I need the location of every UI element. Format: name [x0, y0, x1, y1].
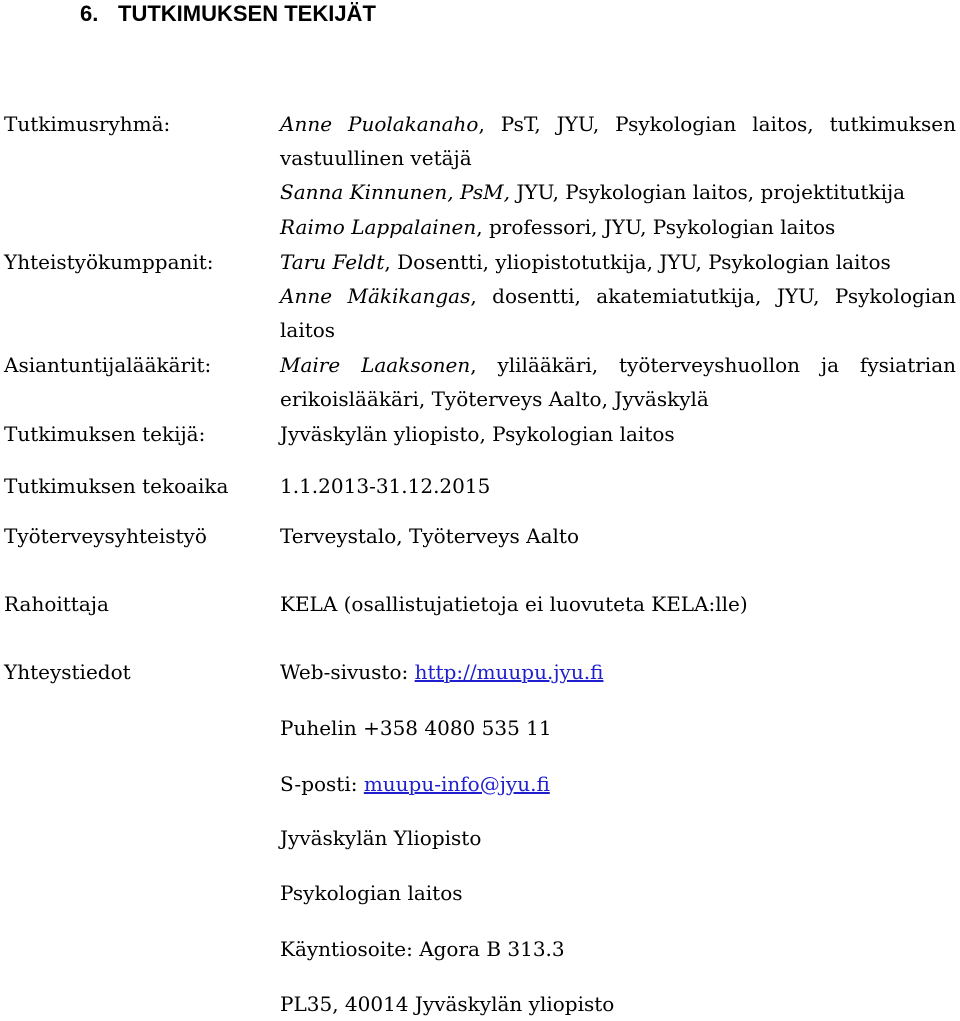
conductor-value: Jyväskylän yliopisto, Psykologian laitos: [280, 422, 675, 446]
member-name: Raimo Lappalainen: [280, 215, 477, 239]
member-detail: , Dosentti, yliopistotutkija, JYU, Psykologian laitos: [384, 250, 891, 274]
partner-member-makikangas: [280, 284, 956, 308]
contact-visiting-address: Käyntiosoite: Agora B 313.3: [280, 937, 565, 961]
conductor-label: Tutkimuksen tekijä:: [4, 422, 206, 446]
member-name: Anne Mäkikangas: [280, 284, 471, 308]
research-group-member-puolakanaho: [280, 112, 956, 136]
research-group-label: Tutkimusryhmä:: [4, 112, 171, 136]
member-detail: , professori, JYU, Psykologian laitos: [476, 215, 836, 239]
funding-value: KELA (osallistujatietoja ei luovuteta KELA:lle): [280, 592, 748, 616]
member-detail-continuation: erikoislääkäri, Työterveys Aalto, Jyväskylä: [280, 387, 709, 411]
contact-email: [280, 772, 550, 796]
section-title: TUTKIMUKSEN TEKIJÄT: [118, 1, 376, 26]
member-name: Anne Puolakanaho: [280, 112, 479, 136]
member-detail-continuation: laitos: [280, 318, 336, 342]
email-link[interactable]: muupu-info@jyu.fi: [363, 772, 550, 796]
website-link[interactable]: http://muupu.jyu.fi: [414, 660, 604, 684]
web-label: Web-sivusto:: [280, 660, 415, 684]
email-label: S-posti:: [280, 772, 364, 796]
period-value: 1.1.2013-31.12.2015: [280, 474, 491, 498]
contact-university: Jyväskylän Yliopisto: [280, 826, 482, 850]
partner-member-feldt: [280, 250, 891, 274]
occupational-health-label: Työterveysyhteistyö: [4, 524, 207, 548]
member-detail: , PsT, JYU, Psykologian laitos, tutkimuksen: [478, 112, 956, 136]
funding-label: Rahoittaja: [4, 592, 109, 616]
member-name: Taru Feldt: [280, 250, 385, 274]
member-detail: JYU, Psykologian laitos, projektitutkija: [509, 180, 906, 204]
research-group-member-lappalainen: [280, 215, 835, 239]
contact-postal-address: PL35, 40014 Jyväskylän yliopisto: [280, 992, 615, 1016]
member-name: Maire Laaksonen: [280, 353, 471, 377]
period-label: Tutkimuksen tekoaika: [4, 474, 229, 498]
contact-label: Yhteystiedot: [4, 660, 131, 684]
section-number: 6.: [80, 1, 99, 26]
research-group-member-kinnunen: [280, 180, 905, 204]
member-name: Sanna Kinnunen, PsM,: [280, 180, 510, 204]
member-detail: , ylilääkäri, työterveyshuollon ja fysiatrian: [470, 353, 956, 377]
contact-department: Psykologian laitos: [280, 881, 463, 905]
contact-phone: Puhelin +358 4080 535 11: [280, 716, 552, 740]
partners-label: Yhteistyökumppanit:: [4, 250, 214, 274]
member-detail: , dosentti, akatemiatutkija, JYU, Psykologian: [470, 284, 956, 308]
physicians-label: Asiantuntijalääkärit:: [4, 353, 212, 377]
physician-member-laaksonen: [280, 353, 956, 377]
member-detail-continuation: vastuullinen vetäjä: [280, 146, 472, 170]
contact-web: [280, 660, 603, 684]
occupational-health-value: Terveystalo, Työterveys Aalto: [280, 524, 580, 548]
